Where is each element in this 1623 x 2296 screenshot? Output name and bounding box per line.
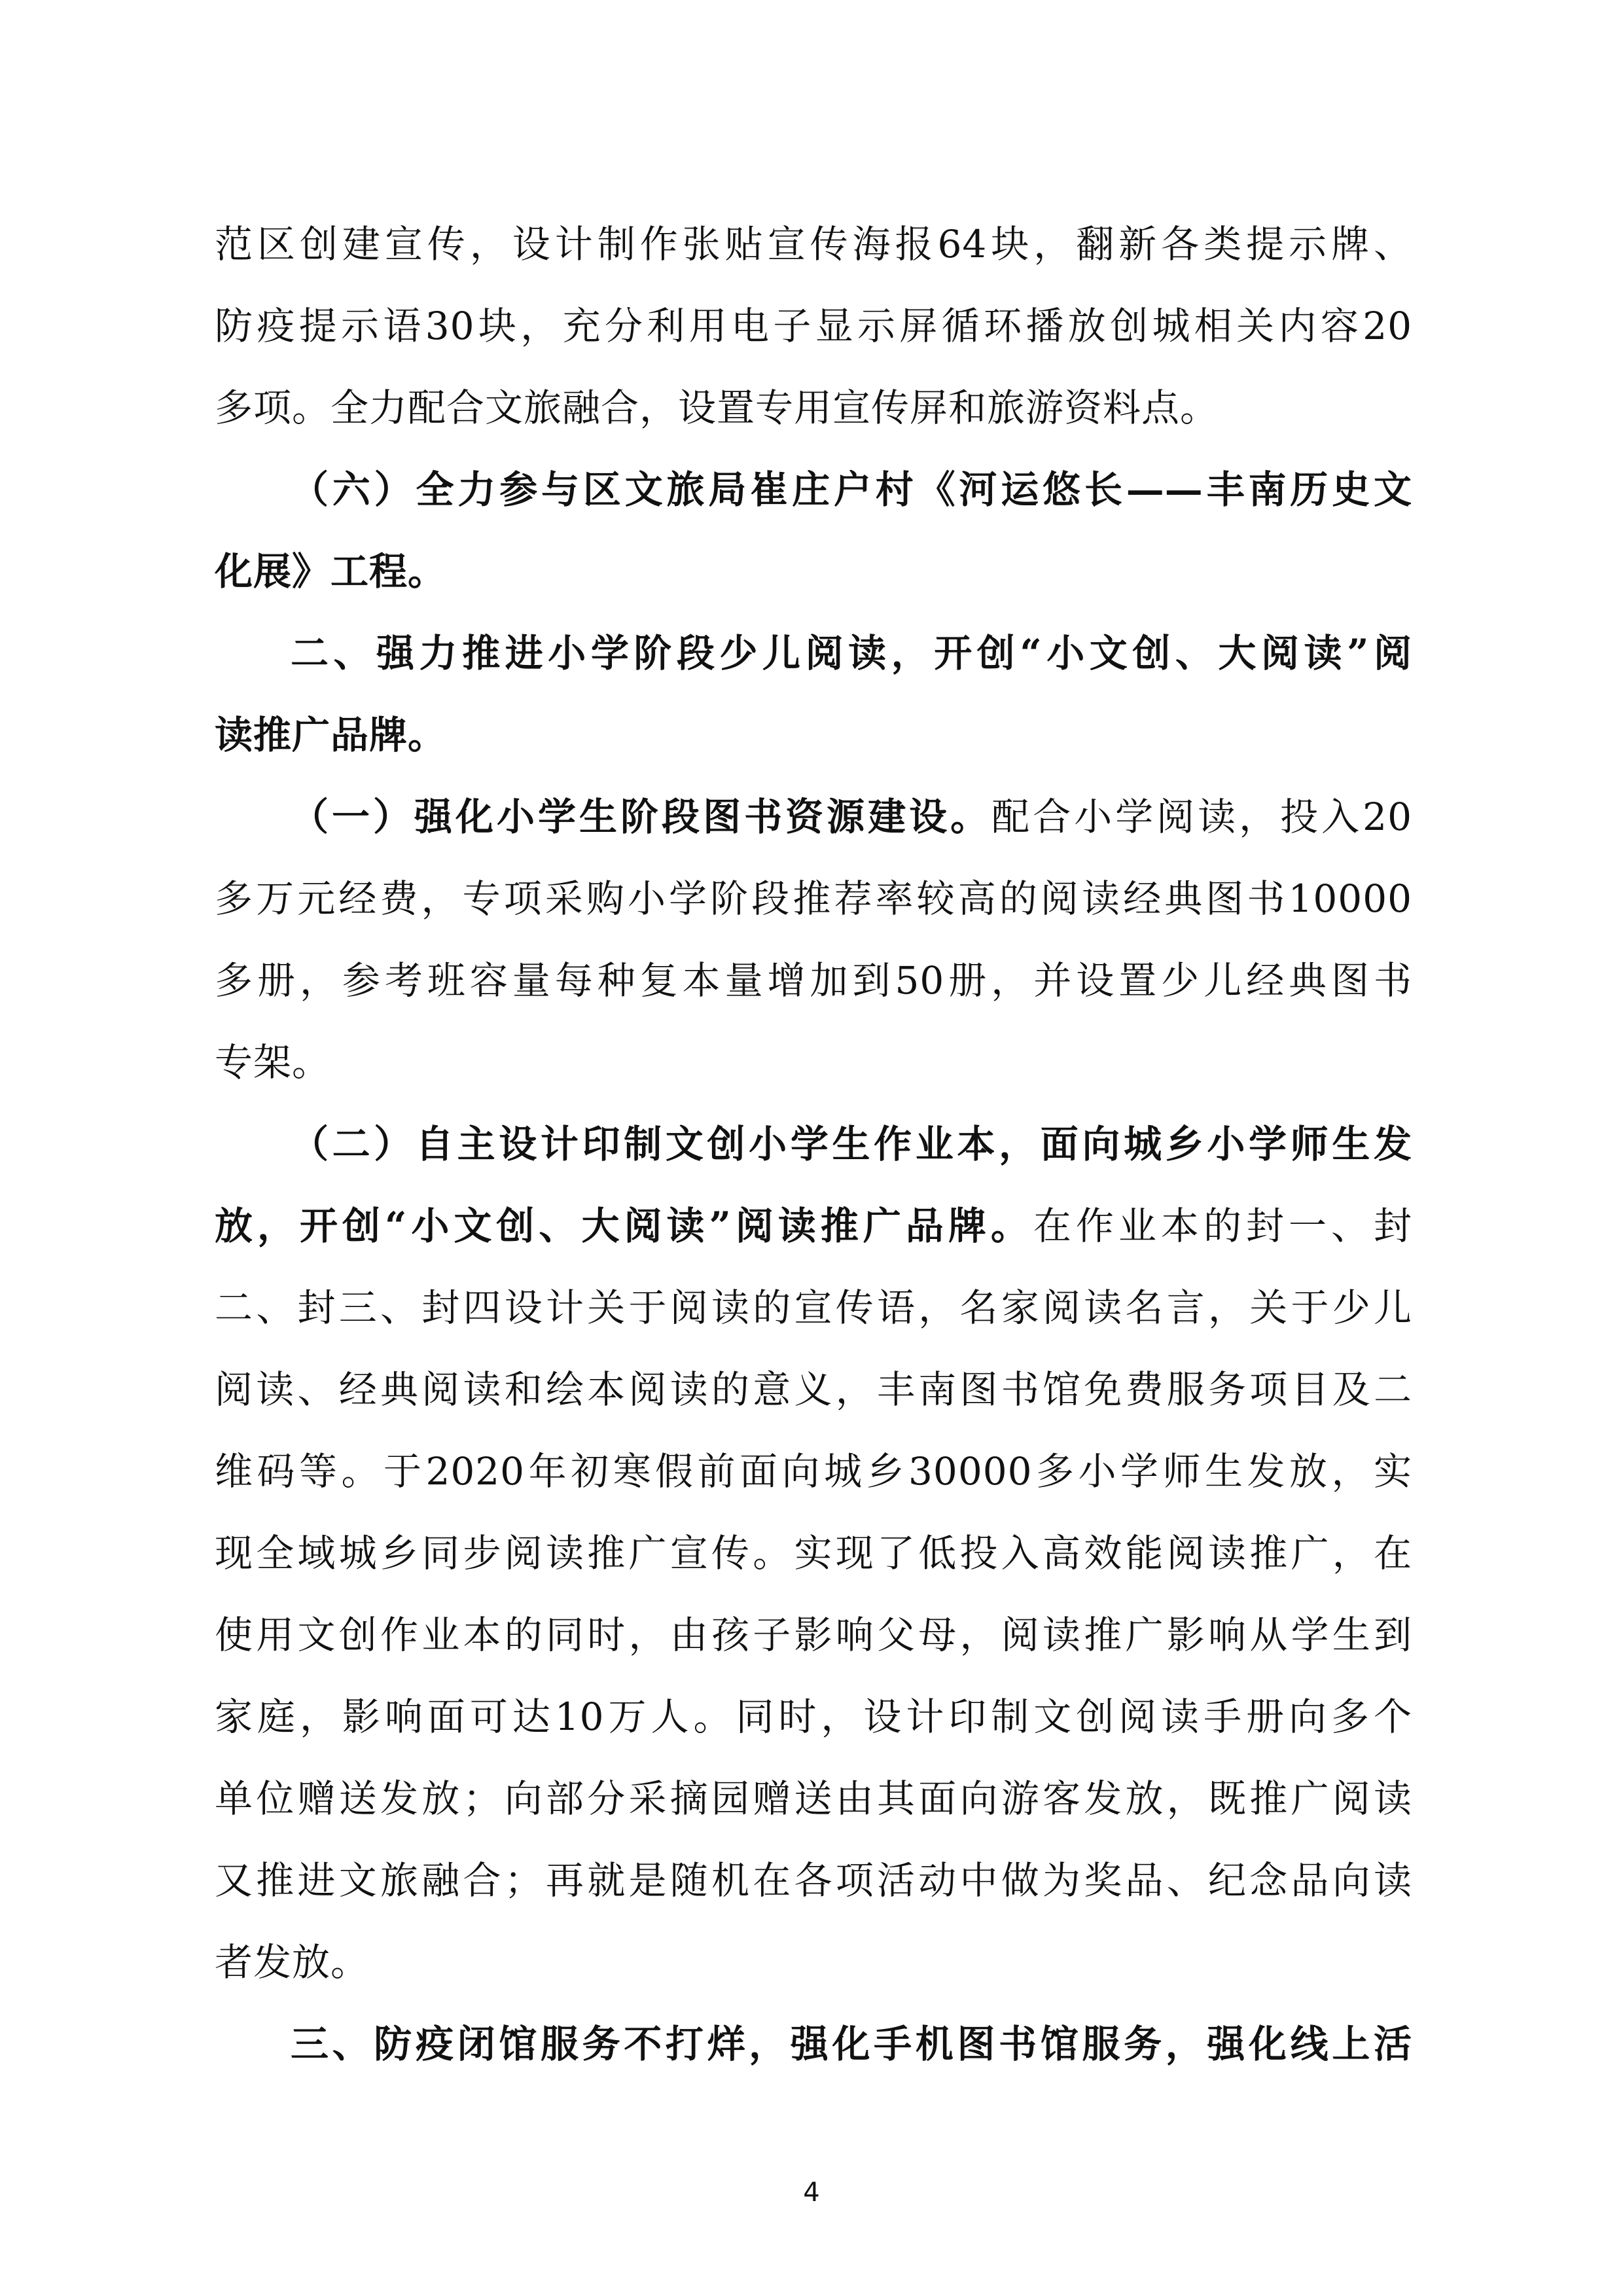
subheading-text: 放，开创“小文创、大阅读”阅读推广品牌。: [215, 1204, 1033, 1248]
body-line-14: [215, 1272, 1412, 1344]
body-line-15: [215, 1354, 1412, 1426]
body-line-3: [215, 372, 1412, 444]
body-line-2: [215, 290, 1412, 362]
body-line-11: [215, 1026, 1412, 1098]
body-line-10: [215, 944, 1412, 1016]
line-text: 防疫提示语30块，充分利用电子显示屏循环播放创城相关内容20: [215, 304, 1412, 348]
body-line-21: [215, 1844, 1412, 1916]
line-text: 者发放。: [215, 1940, 370, 1984]
section-heading-text: 读推广品牌。: [215, 713, 447, 757]
body-line-19: [215, 1681, 1412, 1753]
body-line-20: [215, 1763, 1412, 1835]
line-text: 阅读、经典阅读和绘本阅读的意义，丰南图书馆免费服务项目及二: [215, 1367, 1412, 1412]
line-text: 多项。全力配合文旅融合，设置专用宣传屏和旅游资料点。: [215, 386, 1219, 430]
subheading-6-line-1: [291, 454, 1412, 526]
line-text: 现全域城乡同步阅读推广宣传。实现了低投入高效能阅读推广，在: [215, 1531, 1412, 1575]
body-line-17: [215, 1517, 1412, 1589]
body-line-16: [215, 1435, 1412, 1507]
body-line-9: [215, 863, 1412, 935]
line-text: 又推进文旅融合；再就是随机在各项活动中做为奖品、纪念品向读: [215, 1858, 1412, 1903]
subheading-text: （六）全力参与区文旅局崔庄户村《河运悠长——丰南历史文: [291, 467, 1412, 512]
section-heading-2-line-1: [291, 617, 1412, 689]
subheading-text: 化展》工程。: [215, 549, 447, 594]
line-text: 在作业本的封一、封: [1033, 1204, 1412, 1248]
section-heading-text: 二、强力推进小学阶段少儿阅读，开创“小文创、大阅读”阅: [291, 631, 1412, 675]
line-text: 专架。: [215, 1040, 331, 1085]
page-number: 4: [803, 2178, 820, 2208]
line-text: 配合小学阅读，投入20: [991, 795, 1412, 839]
line-text: 维码等。于2020年初寒假前面向城乡30000多小学师生发放，实: [215, 1449, 1412, 1494]
section-heading-3-line-1: [291, 2008, 1412, 2080]
section-heading-text: 三、防疫闭馆服务不打烊，强化手机图书馆服务，强化线上活: [291, 2022, 1412, 2066]
subheading-6-line-2: [215, 535, 1412, 607]
subheading-text: （一）强化小学生阶段图书资源建设。: [291, 795, 992, 839]
line-text: 多册，参考班容量每种复本量增加到50册，并设置少儿经典图书: [215, 958, 1412, 1003]
subheading-2-line-1: [291, 1108, 1412, 1180]
subheading-1-line: [291, 781, 1412, 853]
body-line-22: [215, 1926, 1412, 1998]
section-heading-2-line-2: [215, 699, 1412, 771]
subheading-2-line-2: [215, 1190, 1412, 1262]
line-text: 家庭，影响面可达10万人。同时，设计印制文创阅读手册向多个: [215, 1695, 1412, 1739]
line-text: 使用文创作业本的同时，由孩子影响父母，阅读推广影响从学生到: [215, 1613, 1412, 1657]
line-text: 单位赠送发放；向部分采摘园赠送由其面向游客发放，既推广阅读: [215, 1776, 1412, 1821]
line-text: 范区创建宣传，设计制作张贴宣传海报64块，翻新各类提示牌、: [215, 222, 1412, 266]
body-line-1: [215, 208, 1412, 280]
line-text: 二、封三、封四设计关于阅读的宣传语，名家阅读名言，关于少儿: [215, 1285, 1412, 1330]
subheading-text: （二）自主设计印制文创小学生作业本，面向城乡小学师生发: [291, 1122, 1412, 1166]
body-line-18: [215, 1599, 1412, 1671]
line-text: 多万元经费，专项采购小学阶段推荐率较高的阅读经典图书10000: [215, 876, 1412, 921]
